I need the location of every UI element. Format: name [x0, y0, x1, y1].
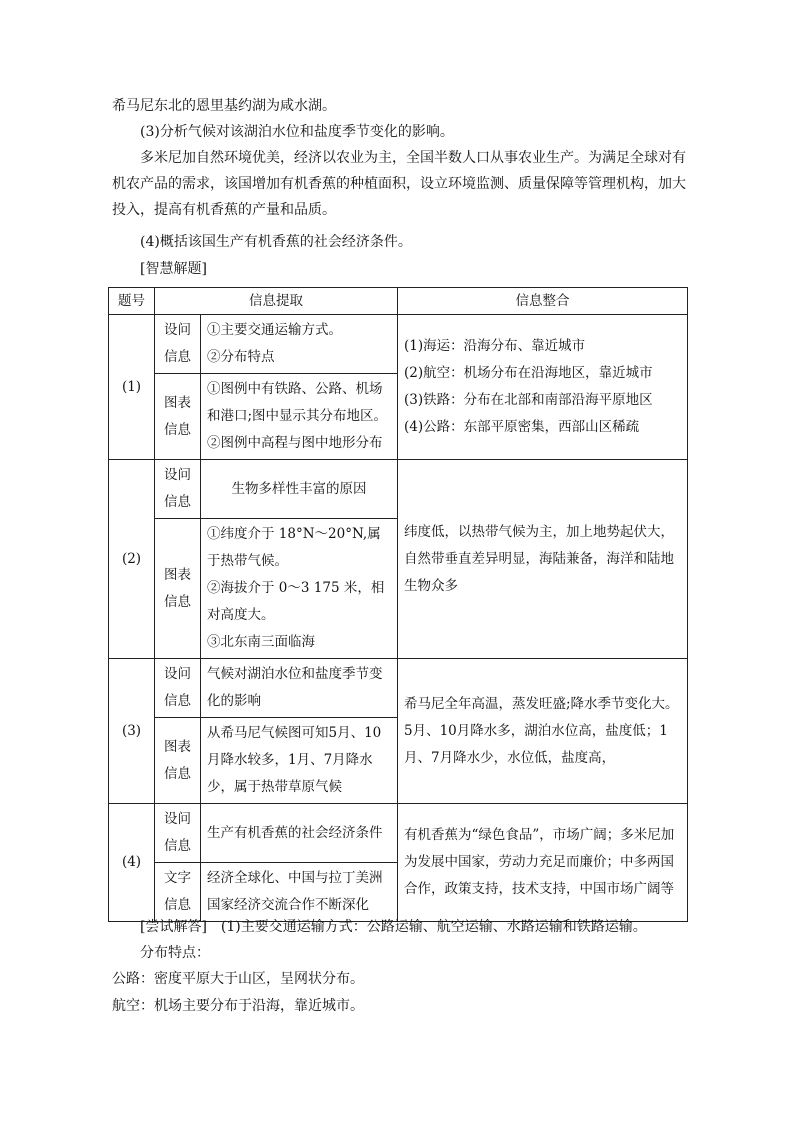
chart-extract-cell: ①纬度介于 18°N～20°N,属于热带气候。 ②海拔介于 0～3 175 米，相对高度大。 ③北东南三面临海: [201, 519, 398, 659]
chart-extract-cell: 从希马尼气候图可知5月、10月降水较多，1月、7月降水少，属于热带草原气候: [201, 718, 398, 804]
label-question-info: 设问 信息: [155, 460, 201, 519]
question-extract-cell: 气候对湖泊水位和盐度季节变化的影响: [201, 659, 398, 718]
chart-extract-cell: ①图例中有铁路、公路、机场和港口;图中显示其分布地区。 ②图例中高程与图中地形分布: [201, 374, 398, 460]
table-row: [109, 460, 688, 519]
header-extract: 信息提取: [155, 288, 398, 315]
table-row: [109, 804, 688, 863]
paragraph-lake: 希马尼东北的恩里基约湖为咸水湖。: [112, 98, 336, 114]
header-integrate: 信息整合: [398, 288, 688, 315]
question-3: (3)分析气候对该湖泊水位和盐度季节变化的影响。: [140, 124, 454, 140]
section-title-solution: [智慧解题]: [140, 261, 207, 277]
paragraph-dominica: 多米尼加自然环境优美，经济以农业为主，全国半数人口从事农业生产。为满足全球对有机农产品的需求，该国增加有机香蕉的种植面积，设立环境监测、质量保障等管理机构，加大投入，提高有机香蕉的产量和品质。: [112, 150, 686, 218]
row-num: (2): [109, 460, 155, 659]
solution-table: [108, 287, 688, 922]
answer-distribution-title: 分布特点：: [140, 945, 210, 961]
question-extract-cell: 生物多样性丰富的原因: [201, 460, 398, 519]
integrate-cell: 有机香蕉为“绿色食品”，市场广阔；多米尼加为发展中国家，劳动力充足而廉价；中多两国合作，政策支持，技术支持，中国市场广阔等: [398, 804, 688, 922]
row-num: (1): [109, 315, 155, 460]
row-num: (3): [109, 659, 155, 804]
integrate-cell: 希马尼全年高温，蒸发旺盛;降水季节变化大。5月、10月降水多，湖泊水位高，盐度低；1月、7月降水少，水位低，盐度高，: [398, 659, 688, 804]
label-chart-info: 图表 信息: [155, 718, 201, 804]
integrate-cell: 纬度低，以热带气候为主，加上地势起伏大，自然带垂直差异明显，海陆兼备，海洋和陆地生物众多: [398, 460, 688, 659]
label-question-info: 设问 信息: [155, 659, 201, 718]
question-4: (4)概括该国生产有机香蕉的社会经济条件。: [140, 234, 412, 250]
label-text-info: 文字 信息: [155, 863, 201, 922]
label-chart-info: 图表 信息: [155, 519, 201, 659]
header-num: 题号: [109, 288, 155, 315]
text-extract-cell: 经济全球化、中国与拉丁美洲国家经济交流合作不断深化: [201, 863, 398, 922]
table-header-row: [109, 288, 688, 315]
question-extract-cell: 生产有机香蕉的社会经济条件: [201, 804, 398, 863]
answer-intro: [尝试解答] (1)主要交通运输方式：公路运输、航空运输、水路运输和铁路运输。: [140, 919, 647, 935]
integrate-cell: (1)海运：沿海分布、靠近城市 (2)航空：机场分布在沿海地区，靠近城市 (3)铁路：分布在北部和南部沿海平原地区 (4)公路：东部平原密集，西部山区稀疏: [398, 315, 688, 460]
row-num: (4): [109, 804, 155, 922]
label-question-info: 设问 信息: [155, 315, 201, 374]
label-question-info: 设问 信息: [155, 804, 201, 863]
answer-road: 公路：密度平原大于山区，呈网状分布。: [112, 971, 364, 987]
answer-air: 航空：机场主要分布于沿海，靠近城市。: [112, 998, 364, 1014]
question-extract-cell: ①主要交通运输方式。 ②分布特点: [201, 315, 398, 374]
table-row: [109, 659, 688, 718]
label-chart-info: 图表 信息: [155, 374, 201, 460]
table-row: [109, 315, 688, 374]
